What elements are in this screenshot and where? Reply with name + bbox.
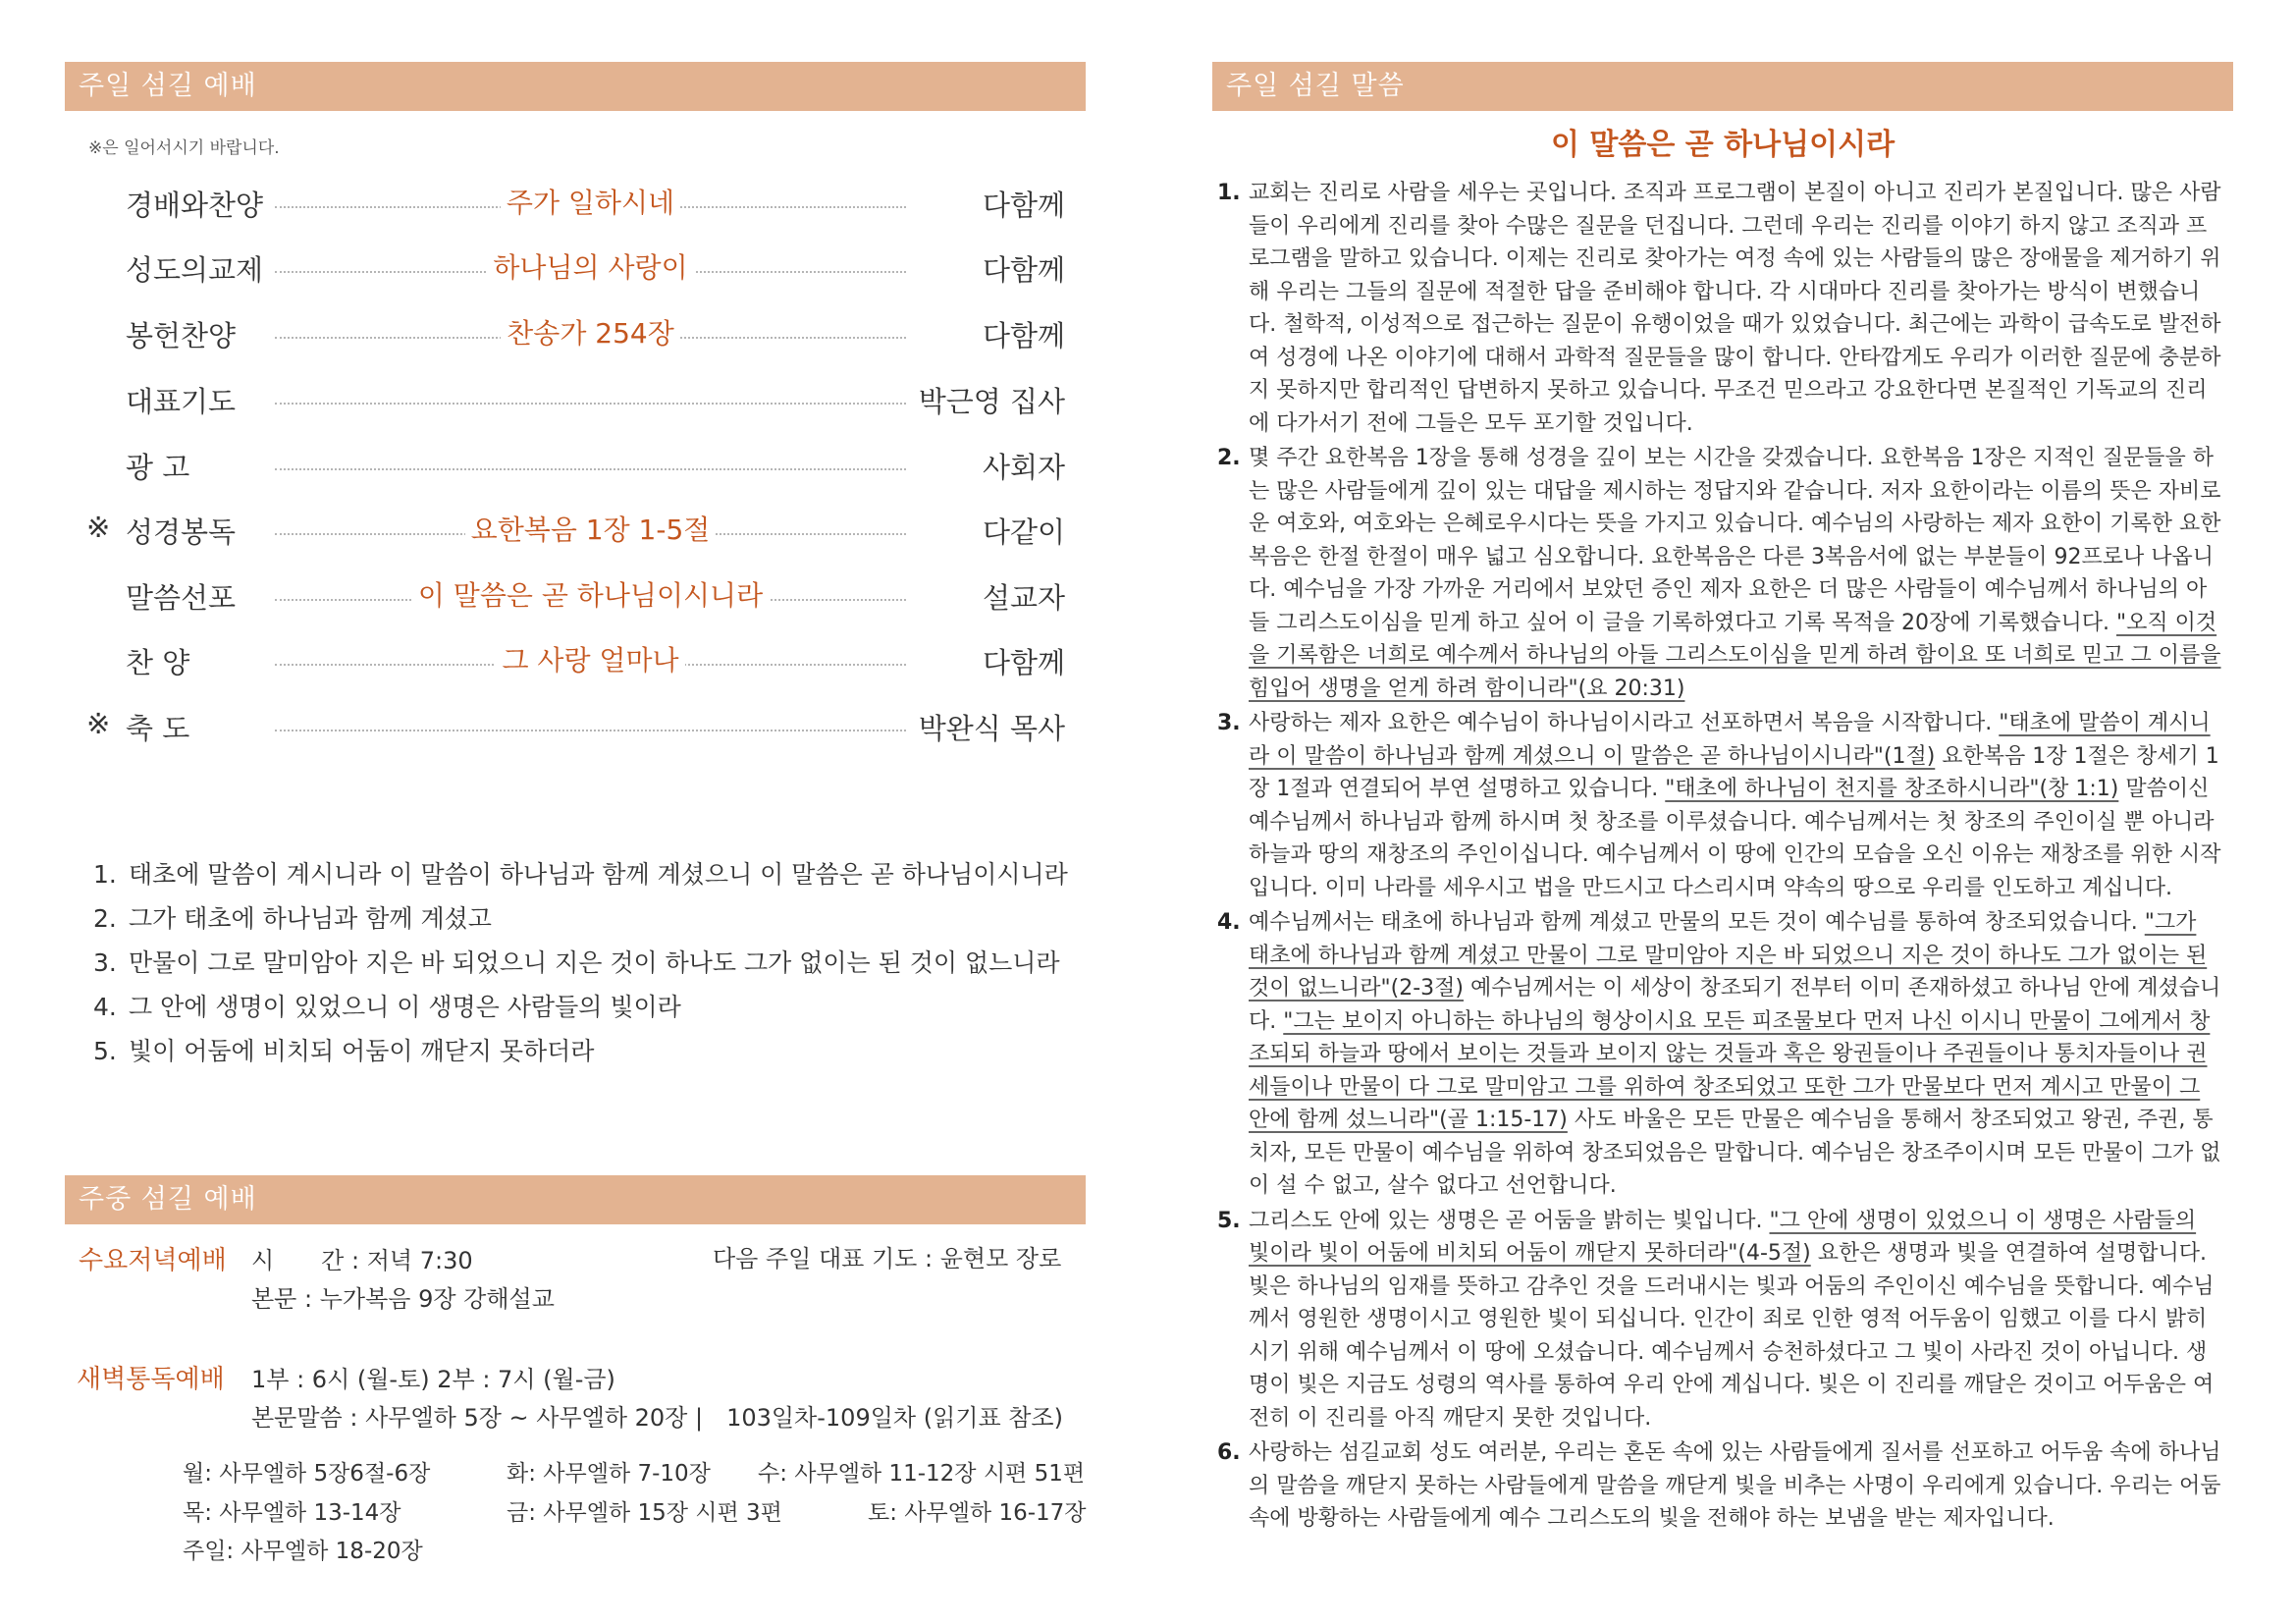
order-item-leader: 다함께: [982, 319, 1065, 352]
order-item-name: 찬 양: [126, 646, 190, 679]
wednesday-worship-label: 수요저녁예배: [79, 1246, 227, 1275]
dotted-leader: [275, 730, 906, 731]
dawn-time: 1부 : 6시 (월-토) 2부 : 7시 (월-금): [251, 1366, 615, 1393]
paragraph-text: 교회는 진리로 사람을 세우는 곳입니다. 조직과 프로그램이 본질이 아니고 진리가 본질입니다. 많은 사람들이 우리에게 진리를 찾아 수많은 질문을 던집니다. 그런데 우리는 진리를 이야기 하지 않고 조직과 프로그램을 말하고 있습니다. 이제는 진리로 찾아가는 여정 속에 있는 사람들의 많은 장애물을 제거하기 위해 우리는 그들의 질문에 적절한 답을 준비해야 합니다. 각 시대마다 진리를 찾아가는 방식이 변했습니다. 철학적, 이성적으로 접근하는 질문이 유행이었을 때가 있었습니다. 최근에는 과학이 급속도로 발전하여 성경에 나온 이야기에 대해서 과학적 질문들을 많이 합니다. 안타깝게도 우리가 이러한 질문에 충분하지 못하지만 합리적인 답변하지 못하고 있습니다. 무조건 믿으라고 강요한다면 본질적인 기독교의 진리에 다가서기 전에 그들은 모두 포기할 것입니다.: [1249, 181, 2221, 436]
order-item-name: 말씀선포: [126, 581, 237, 615]
order-item-title-wrap: [275, 246, 906, 286]
reading-plan-item: 토: 사무엘하 16-17장: [868, 1500, 1087, 1526]
reading-plan-item: 수: 사무엘하 11-12장 시편 51편: [758, 1461, 1086, 1487]
paragraph-text: 요한복음 1장 1절은 창세기 1장 1절과 연결되어 부연 설명하고 있습니다.: [1249, 743, 2219, 801]
scripture-quote: "오직 이것을 기록함은 너희로 예수께서 하나님의 아들 그리스도이심을 믿게 하려 함이요 또 너희로 믿고 그 이름을 힘입어 생명을 얻게 하려 함이니라"(요 20:31): [1249, 610, 2221, 701]
paragraph-number: 4.: [1217, 910, 1241, 935]
next-prayer: 다음 주일 대표 기도 : 윤현모 장로: [713, 1245, 1062, 1272]
order-row: [59, 380, 1065, 423]
verse-text: 그 안에 생명이 있었으니 이 생명은 사람들의 빛이라: [129, 993, 681, 1021]
order-item-title: 하나님의 사랑이: [487, 251, 693, 284]
sermon-paragraph: [1217, 442, 2223, 705]
standing-mark: ※: [86, 511, 111, 544]
order-row: [59, 707, 1065, 750]
standing-note: ※은 일어서시기 바랍니다.: [88, 138, 280, 158]
sermon-title: 이 말씀은 곧 하나님이시라: [1550, 128, 1896, 162]
order-item-title: 이 말씀은 곧 하나님이시니라: [412, 579, 769, 612]
standing-mark: ※: [86, 707, 111, 740]
dotted-leader: [275, 468, 906, 470]
order-item-leader: 다함께: [982, 253, 1065, 287]
order-item-title: 주가 일하시네: [501, 187, 680, 219]
verse-number: 3.: [93, 948, 117, 977]
scripture-passage: [93, 852, 1075, 1073]
scripture-quote: "그 안에 생명이 있었으니 이 생명은 사람들의 빛이라 빛이 어둠에 비치되 어둠이 깨닫지 못하더라"(4-5절): [1249, 1208, 2197, 1266]
sermon-paragraph: [1217, 1205, 2223, 1435]
sermon-paragraph: [1217, 707, 2223, 904]
order-item-name: 축 도: [126, 712, 190, 745]
sunday-sermon-header: 주일 섬길 말씀: [1212, 62, 2233, 111]
verse-number: 1.: [93, 860, 117, 889]
scripture-verse: [93, 985, 1075, 1029]
reading-plan-item: 화: 사무엘하 7-10장: [507, 1461, 711, 1487]
order-item-title-wrap: [275, 574, 906, 614]
order-item-leader: 설교자: [982, 581, 1065, 615]
order-item-leader: 사회자: [982, 451, 1065, 484]
order-row: [59, 184, 1065, 227]
wednesday-time: 시 간 : 저녁 7:30: [251, 1247, 473, 1274]
verse-text: 그가 태초에 하나님과 함께 계셨고: [129, 904, 492, 933]
scripture-verse: [93, 852, 1075, 896]
order-row: [59, 248, 1065, 292]
reading-plan-item: 금: 사무엘하 15장 시편 3편: [507, 1500, 782, 1526]
order-item-name: 대표기도: [126, 385, 237, 418]
paragraph-number: 1.: [1217, 181, 1241, 205]
verse-number: 4.: [93, 993, 117, 1021]
scripture-verse: [93, 1029, 1075, 1073]
scripture-quote: "태초에 말씀이 계시니라 이 말씀이 하나님과 함께 계셨으니 이 말씀은 곧 하나님이시니라"(1절): [1249, 711, 2211, 769]
paragraph-text: 사랑하는 섬길교회 성도 여러분, 우리는 혼돈 속에 있는 사람들에게 질서를 선포하고 어두움 속에 하나님의 말씀을 깨닫지 못하는 사람들에게 말씀을 깨닫게 빛을 비추는 사명이 우리에게 있습니다. 우리는 어둠 속에 방황하는 사람들에게 예수 그리스도의 빛을 전해야 하는 보냄을 받는 제자입니다.: [1249, 1440, 2221, 1531]
paragraph-text: 사도 바울은 모든 만물은 예수님을 통해서 창조되었고 왕권, 주권, 통치자, 모든 만물이 예수님을 위하여 창조되었음은 말합니다. 예수님은 창조주이시며 모든 만물이 그가 없이 설 수 없고, 살수 없다고 선언합니다.: [1249, 1108, 2221, 1198]
order-item-leader: 박완식 목사: [918, 712, 1065, 745]
order-item-name: 성경봉독: [126, 515, 237, 549]
order-item-title-wrap: [275, 182, 906, 221]
paragraph-text: 예수님께서는 태초에 하나님과 함께 계셨고 만물의 모든 것이 예수님를 통하여 창조되었습니다.: [1249, 910, 2145, 935]
order-item-name: 경배와찬양: [126, 189, 264, 222]
sermon-paragraph: [1217, 1436, 2223, 1536]
order-item-title: 요한복음 1장 1-5절: [465, 514, 717, 546]
reading-plan-item: 목: 사무엘하 13-14장: [183, 1500, 401, 1526]
dawn-text: 본문말씀 : 사무엘하 5장 ~ 사무엘하 20장 | 103일차-109일차 (읽기표 참조): [251, 1404, 1063, 1432]
order-item-name: 봉헌찬양: [126, 319, 237, 352]
paragraph-text: 예수님께서는 이 세상이 창조되기 전부터 이미 존재하셨고 하나님 안에 계셨습니다.: [1249, 976, 2221, 1034]
order-row: [59, 446, 1065, 489]
scripture-verse: [93, 941, 1075, 985]
verse-number: 2.: [93, 904, 117, 933]
scripture-quote: "그는 보이지 아니하는 하나님의 형상이시요 모든 피조물보다 먼저 나신 이시니 만물이 그에게서 창조되되 하늘과 땅에서 보이는 것들과 보이지 않는 것들과 혹은 왕권들이나 주권들이나 통치자들이나 권세들이나 만물이 다 그로 말미암고 그를 위하여 창조되었고 또한 그가 만물보다 먼저 계시고 만물이 그 안에 함께 섰느니라"(골 1:15-17): [1249, 1008, 2211, 1132]
verse-text: 빛이 어둠에 비치되 어둠이 깨닫지 못하더라: [129, 1037, 595, 1065]
order-item-leader: 다함께: [982, 189, 1065, 222]
order-item-title: 그 사랑 얼마나: [496, 644, 684, 677]
order-item-title: 찬송가 254장: [501, 317, 680, 350]
order-row: [59, 576, 1065, 620]
verse-text: 태초에 말씀이 계시니라 이 말씀이 하나님과 함께 계셨으니 이 말씀은 곧 하나님이시니라: [129, 860, 1068, 889]
order-item-title-wrap: [275, 509, 906, 548]
paragraph-number: 2.: [1217, 446, 1241, 470]
reading-plan-item: 주일: 사무엘하 18-20장: [183, 1539, 423, 1564]
wednesday-text: 본문 : 누가복음 9장 강해설교: [251, 1285, 555, 1313]
order-item-title-wrap: [275, 312, 906, 352]
paragraph-text: 말씀이신 예수님께서 하나님과 함께 하시며 첫 창조를 이루셨습니다. 예수님께서는 첫 창조의 주인이실 뿐 아니라 하늘과 땅의 재창조의 주인이십니다. 예수님께서 이 땅에 인간의 모습을 오신 이유는 재창조를 위한 시작입니다. 이미 나라를 세우시고 법을 만드시고 다스리시며 약속의 땅으로 우리를 인도하고 계십니다.: [1249, 777, 2221, 900]
order-row: [59, 511, 1065, 554]
paragraph-number: 6.: [1217, 1440, 1241, 1465]
sermon-paragraph: [1217, 177, 2223, 440]
dawn-worship-label: 새벽통독예배: [77, 1365, 225, 1394]
sermon-body: [1217, 177, 2223, 1538]
paragraph-text: 몇 주간 요한복음 1장을 통해 성경을 깊이 보는 시간을 갖겠습니다. 요한복음 1장은 지적인 질문들을 하는 많은 사람들에게 깊이 있는 대답을 제시하는 정답지와 같습니다. 저자 요한이라는 이름의 뜻은 자비로운 여호와, 여호와는 은혜로우시다는 뜻을 가지고 있습니다. 예수님의 사랑하는 제자 요한이 기록한 요한복음은 한절 한절이 매우 넓고 심오합니다. 요한복음은 다른 3복음서에 없는 부분들이 92프로나 나옵니다. 예수님을 가장 가까운 거리에서 보았던 증인 제자 요한은 더 많은 사람들이 예수님께서 하나님의 아들 그리스도이심을 믿게 하고 싶어 이 글을 기록하였다고 기록 목적을 20장에 기록했습니다.: [1249, 446, 2221, 635]
order-item-leader: 박근영 집사: [918, 385, 1065, 418]
verse-number: 5.: [93, 1037, 117, 1065]
paragraph-text: 요한은 생명과 빛을 연결하여 설명합니다. 빛은 하나님의 임재를 뜻하고 감추인 것을 드러내시는 빛과 어둠의 주인이신 예수님을 뜻합니다. 예수님께서 영원한 생명이시고 영원한 빛이 되십니다. 인간이 죄로 인한 영적 어두움이 임했고 이를 다시 밝히시기 위해 예수님께서 이 땅에 오셨습니다. 예수님께서 승천하셨다고 그 빛이 사라진 것이 아닙니다. 생명이 빛은 지금도 성령의 역사를 통하여 우리 안에 계십니다. 빛은 이 진리를 깨달은 것이고 어두움은 여전히 이 진리를 아직 깨닫지 못한 것입니다.: [1249, 1241, 2215, 1431]
verse-text: 만물이 그로 말미암아 지은 바 되었으니 지은 것이 하나도 그가 없이는 된 것이 없느니라: [129, 948, 1060, 977]
sermon-paragraph: [1217, 906, 2223, 1203]
order-item-leader: 다같이: [982, 515, 1065, 549]
paragraph-text: 사랑하는 제자 요한은 예수님이 하나님이시라고 선포하면서 복음을 시작합니다.: [1249, 711, 2000, 735]
reading-plan-item: 월: 사무엘하 5장6절-6장: [183, 1461, 431, 1487]
order-row: [59, 314, 1065, 357]
scripture-quote: "태초에 하나님이 천지를 창조하시니라"(창 1:1): [1665, 777, 2119, 801]
order-row: [59, 641, 1065, 684]
order-item-title-wrap: [275, 639, 906, 678]
paragraph-number: 3.: [1217, 711, 1241, 735]
sunday-worship-header: 주일 섬길 예배: [65, 62, 1086, 111]
order-item-name: 성도의교제: [126, 253, 264, 287]
weekday-worship-header: 주중 섬길 예배: [65, 1175, 1086, 1224]
scripture-quote: "그가 태초에 하나님과 함께 계셨고 만물이 그로 말미암아 지은 바 되었으니 지은 것이 하나도 그가 없이는 된 것이 없느니라"(2-3절): [1249, 910, 2208, 1001]
paragraph-number: 5.: [1217, 1208, 1241, 1233]
paragraph-text: 그리스도 안에 있는 생명은 곧 어둠을 밝히는 빛입니다.: [1249, 1208, 1770, 1233]
scripture-verse: [93, 896, 1075, 941]
order-item-leader: 다함께: [982, 646, 1065, 679]
dotted-leader: [275, 403, 906, 405]
order-item-name: 광 고: [126, 451, 190, 484]
